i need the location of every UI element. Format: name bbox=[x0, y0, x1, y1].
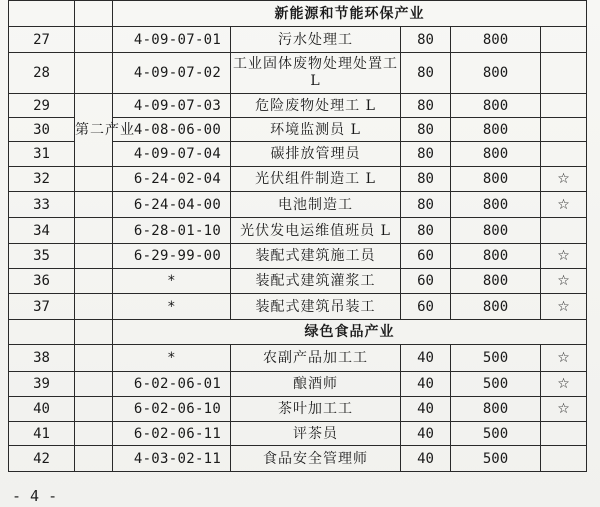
occupation-code: 4-09-07-02 bbox=[113, 53, 231, 94]
table-row bbox=[9, 294, 587, 320]
occupation-name: 茶叶加工工 bbox=[231, 397, 401, 422]
row-number: 38 bbox=[9, 345, 75, 372]
value-2: 500 bbox=[451, 446, 541, 472]
occupation-code: 4-08-06-00 bbox=[113, 118, 231, 142]
value-1: 80 bbox=[401, 118, 451, 142]
occupation-name: 工业固体废物处理处置工L bbox=[231, 53, 401, 94]
row-number: 35 bbox=[9, 244, 75, 269]
industry-cell bbox=[75, 345, 113, 372]
occupation-code: 4-09-07-01 bbox=[113, 27, 231, 53]
value-2: 800 bbox=[451, 142, 541, 167]
occupation-table bbox=[8, 0, 587, 472]
industry-cell bbox=[75, 372, 113, 397]
occupation-code: 6-29-99-00 bbox=[113, 244, 231, 269]
industry-cell bbox=[75, 218, 113, 244]
star-icon bbox=[541, 94, 587, 118]
star-icon: ☆ bbox=[541, 244, 587, 269]
page-number: - 4 - bbox=[12, 487, 58, 505]
table-row bbox=[9, 94, 587, 118]
value-1: 40 bbox=[401, 372, 451, 397]
row-number: 28 bbox=[9, 53, 75, 94]
row-number: 29 bbox=[9, 94, 75, 118]
value-1: 40 bbox=[401, 446, 451, 472]
occupation-name: 电池制造工 bbox=[231, 192, 401, 218]
value-2: 500 bbox=[451, 422, 541, 446]
star-icon: ☆ bbox=[541, 167, 587, 192]
occupation-name: 装配式建筑灌浆工 bbox=[231, 269, 401, 294]
occupation-code: * bbox=[113, 294, 231, 320]
value-2: 800 bbox=[451, 294, 541, 320]
star-icon: ☆ bbox=[541, 397, 587, 422]
value-2: 800 bbox=[451, 27, 541, 53]
star-icon bbox=[541, 422, 587, 446]
table-row bbox=[9, 27, 587, 53]
table-row bbox=[9, 192, 587, 218]
occupation-code: 6-24-02-04 bbox=[113, 167, 231, 192]
industry-cell bbox=[75, 269, 113, 294]
star-icon bbox=[541, 118, 587, 142]
industry-cell bbox=[75, 167, 113, 192]
value-1: 80 bbox=[401, 27, 451, 53]
star-icon: ☆ bbox=[541, 192, 587, 218]
industry-cell bbox=[75, 192, 113, 218]
industry-cell bbox=[75, 397, 113, 422]
industry-cell bbox=[75, 446, 113, 472]
table-row bbox=[9, 269, 587, 294]
table-row bbox=[9, 372, 587, 397]
industry-label: 第二产业 bbox=[75, 94, 113, 167]
occupation-name: 酿酒师 bbox=[231, 372, 401, 397]
row-number: 42 bbox=[9, 446, 75, 472]
value-1: 40 bbox=[401, 397, 451, 422]
star-icon: ☆ bbox=[541, 345, 587, 372]
star-icon: ☆ bbox=[541, 372, 587, 397]
section-header-row bbox=[9, 1, 587, 27]
row-number: 40 bbox=[9, 397, 75, 422]
row-number: 37 bbox=[9, 294, 75, 320]
occupation-name: 食品安全管理师 bbox=[231, 446, 401, 472]
occupation-name: 农副产品加工工 bbox=[231, 345, 401, 372]
value-2: 500 bbox=[451, 372, 541, 397]
value-2: 800 bbox=[451, 397, 541, 422]
value-2: 800 bbox=[451, 118, 541, 142]
industry-cell bbox=[75, 27, 113, 53]
occupation-code: 4-09-07-03 bbox=[113, 94, 231, 118]
table-row bbox=[9, 53, 587, 94]
row-number: 41 bbox=[9, 422, 75, 446]
occupation-name: 装配式建筑吊装工 bbox=[231, 294, 401, 320]
star-icon bbox=[541, 53, 587, 94]
row-number: 36 bbox=[9, 269, 75, 294]
occupation-code: 6-24-04-00 bbox=[113, 192, 231, 218]
occupation-code: * bbox=[113, 345, 231, 372]
star-icon bbox=[541, 27, 587, 53]
value-1: 40 bbox=[401, 422, 451, 446]
value-1: 80 bbox=[401, 142, 451, 167]
star-icon bbox=[541, 446, 587, 472]
section-title-green-food: 绿色食品产业 bbox=[113, 320, 587, 345]
value-2: 800 bbox=[451, 167, 541, 192]
occupation-code: 6-02-06-01 bbox=[113, 372, 231, 397]
value-2: 800 bbox=[451, 269, 541, 294]
value-1: 80 bbox=[401, 167, 451, 192]
value-1: 60 bbox=[401, 294, 451, 320]
table-row bbox=[9, 345, 587, 372]
occupation-code: 4-09-07-04 bbox=[113, 142, 231, 167]
value-2: 800 bbox=[451, 53, 541, 94]
industry-cell bbox=[75, 422, 113, 446]
row-number: 30 bbox=[9, 118, 75, 142]
value-1: 80 bbox=[401, 94, 451, 118]
value-2: 800 bbox=[451, 218, 541, 244]
table-row bbox=[9, 167, 587, 192]
value-2: 800 bbox=[451, 94, 541, 118]
occupation-name: 装配式建筑施工员 bbox=[231, 244, 401, 269]
star-icon: ☆ bbox=[541, 269, 587, 294]
row-number: 31 bbox=[9, 142, 75, 167]
value-2: 800 bbox=[451, 244, 541, 269]
value-1: 60 bbox=[401, 269, 451, 294]
industry-cell bbox=[75, 53, 113, 94]
industry-cell bbox=[75, 294, 113, 320]
industry-cell bbox=[75, 320, 113, 345]
table-row bbox=[9, 244, 587, 269]
occupation-name: 评茶员 bbox=[231, 422, 401, 446]
table-row bbox=[9, 397, 587, 422]
row-number: 32 bbox=[9, 167, 75, 192]
industry-cell-top bbox=[75, 1, 113, 27]
occupation-name: 光伏发电运维值班员 L bbox=[231, 218, 401, 244]
occupation-code: 6-28-01-10 bbox=[113, 218, 231, 244]
row-number: 27 bbox=[9, 27, 75, 53]
table-row bbox=[9, 218, 587, 244]
value-2: 500 bbox=[451, 345, 541, 372]
occupation-name: 碳排放管理员 bbox=[231, 142, 401, 167]
value-1: 80 bbox=[401, 218, 451, 244]
value-1: 80 bbox=[401, 53, 451, 94]
occupation-code: 4-03-02-11 bbox=[113, 446, 231, 472]
section-title-new-energy: 新能源和节能环保产业 bbox=[113, 1, 587, 27]
value-1: 80 bbox=[401, 192, 451, 218]
value-2: 800 bbox=[451, 192, 541, 218]
table-row bbox=[9, 446, 587, 472]
occupation-name: 光伏组件制造工 L bbox=[231, 167, 401, 192]
star-icon bbox=[541, 142, 587, 167]
occupation-name: 危险废物处理工 L bbox=[231, 94, 401, 118]
occupation-code: 6-02-06-10 bbox=[113, 397, 231, 422]
star-icon: ☆ bbox=[541, 294, 587, 320]
occupation-name: 污水处理工 bbox=[231, 27, 401, 53]
row-number: 34 bbox=[9, 218, 75, 244]
star-icon bbox=[541, 218, 587, 244]
occupation-code: * bbox=[113, 269, 231, 294]
section-header-row bbox=[9, 320, 587, 345]
value-1: 40 bbox=[401, 345, 451, 372]
value-1: 60 bbox=[401, 244, 451, 269]
industry-cell bbox=[75, 244, 113, 269]
occupation-name: 环境监测员 L bbox=[231, 118, 401, 142]
blank-cell bbox=[9, 320, 75, 345]
occupation-code: 6-02-06-11 bbox=[113, 422, 231, 446]
blank-cell bbox=[9, 1, 75, 27]
row-number: 33 bbox=[9, 192, 75, 218]
table-row bbox=[9, 422, 587, 446]
row-number: 39 bbox=[9, 372, 75, 397]
